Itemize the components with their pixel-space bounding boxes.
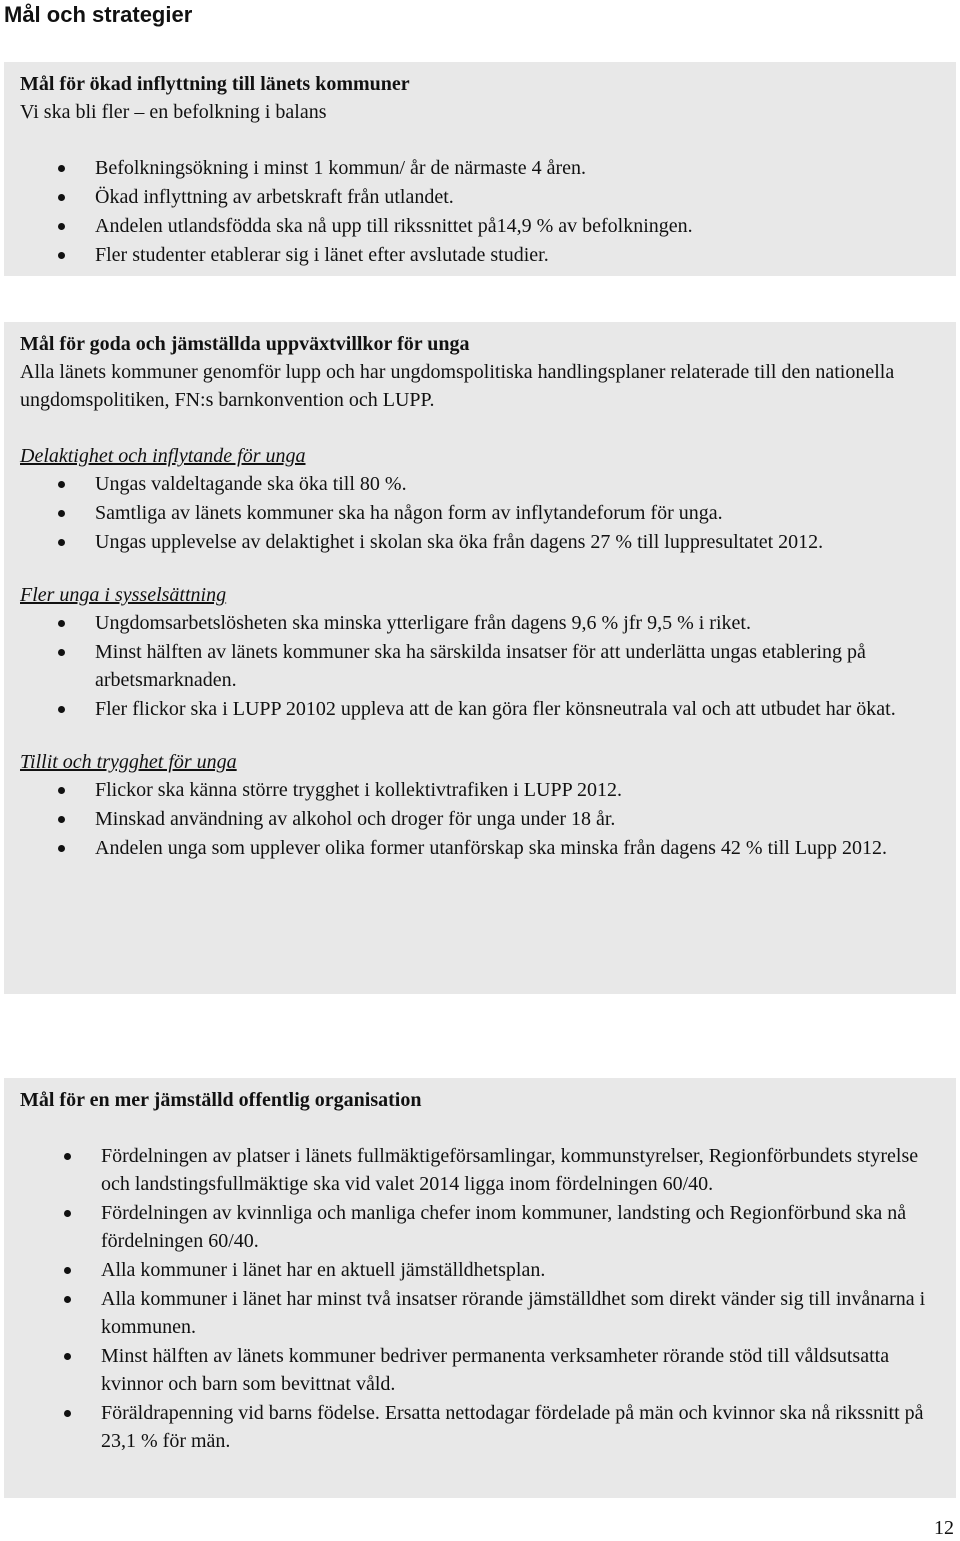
list-item [20,776,956,804]
list-item-text: Befolkningsökning i minst 1 kommun/ år de närmaste 4 åren. [95,157,587,179]
list-item [20,1399,956,1455]
list-item [20,695,956,723]
bullet-icon [58,539,65,546]
list-item [20,609,956,637]
bullet-icon [58,649,65,656]
list-item-text: Föräldrapenning vid barns födelse. Ersatta nettodagar fördelade på män och kvinnor ska nå rikssnitt på 23,1 % för män. [101,1402,924,1452]
group-title: Delaktighet och inflytande för unga [20,445,306,467]
list-item-text: Fler studenter etablerar sig i länet efter avslutade studier. [95,244,549,266]
bullet-icon [58,194,65,201]
list-item [20,470,956,498]
list-item [20,528,956,556]
list-item-text: Minskad användning av alkohol och droger för unga under 18 år. [95,808,616,830]
bullet-icon [64,1267,71,1274]
list-item [20,183,956,211]
section-intro: Alla länets kommuner genomför lupp och har ungdomspolitiska handlingsplaner relaterade till den nationella ungdomspolitiken, FN:s barnkonvention och LUPP. [20,361,895,411]
list-item-text: Ökad inflyttning av arbetskraft från utlandet. [95,186,454,208]
bullet-icon [58,845,65,852]
bullet-icon [58,481,65,488]
bullet-icon [58,165,65,172]
list-item-text: Fler flickor ska i LUPP 20102 uppleva att de kan göra fler könsneutrala val och att utbudet har ökat. [95,698,896,720]
bullet-list [20,609,956,723]
list-item-text: Alla kommuner i länet har en aktuell jämställdhetsplan. [101,1259,546,1281]
list-item-text: Fördelningen av kvinnliga och manliga chefer inom kommuner, landsting och Regionförbund ska nå fördelningen 60/40. [101,1202,907,1252]
bullet-icon [64,1296,71,1303]
section-subtitle: Vi ska bli fler – en befolkning i balans [20,101,327,123]
list-item [20,1142,956,1198]
bullet-list [20,470,956,556]
page-number: 12 [934,1517,954,1539]
list-item [20,834,956,862]
list-item [20,1199,956,1255]
goal-box-inflyttning [4,62,956,276]
group-title: Tillit och trygghet för unga [20,751,237,773]
list-item [20,1256,956,1284]
list-item [20,212,956,240]
goal-box-jamstalld-organisation [4,1078,956,1498]
bullet-icon [64,1210,71,1217]
list-item-text: Minst hälften av länets kommuner bedriver permanenta verksamheter rörande stöd till våldsutsatta kvinnor och barn som bevittnat våld. [101,1345,890,1395]
list-item-text: Flickor ska känna större trygghet i kollektivtrafiken i LUPP 2012. [95,779,622,801]
list-item [20,241,956,269]
bullet-icon [64,1353,71,1360]
list-item [20,499,956,527]
list-item-text: Andelen unga som upplever olika former utanförskap ska minska från dagens 42 % till Lupp 2012. [95,837,888,859]
list-item-text: Fördelningen av platser i länets fullmäktigeförsamlingar, kommunstyrelser, Regionförbundets styrelse och landstingsfullmäktige ska vid valet 2014 ligga inom fördelningen 60/40. [101,1145,919,1195]
list-item-text: Samtliga av länets kommuner ska ha någon form av inflytandeforum för unga. [95,502,723,524]
section-heading: Mål för goda och jämställda uppväxtvillkor för unga [20,333,470,355]
list-item [20,1285,956,1341]
bullet-icon [58,252,65,259]
bullet-icon [58,816,65,823]
list-item-text: Ungas upplevelse av delaktighet i skolan ska öka från dagens 27 % till luppresultatet 2012. [95,531,824,553]
list-item-text: Andelen utlandsfödda ska nå upp till rikssnittet på14,9 % av befolkningen. [95,215,693,237]
bullet-icon [58,510,65,517]
group-title: Fler unga i sysselsättning [20,584,227,606]
list-item [20,1342,956,1398]
list-item-text: Ungas valdeltagande ska öka till 80 %. [95,473,407,495]
list-item-text: Alla kommuner i länet har minst två insatser rörande jämställdhet som direkt vänder sig till invånarna i kommunen. [101,1288,926,1338]
list-item [20,805,956,833]
list-item [20,154,956,182]
page-title: Mål och strategier [4,2,193,27]
bullet-icon [58,787,65,794]
bullet-icon [58,223,65,230]
bullet-list [20,154,956,269]
goal-box-uppvaxtvillkor [4,322,956,994]
section-heading: Mål för ökad inflyttning till länets kommuner [20,73,410,95]
list-item [20,638,956,694]
bullet-icon [64,1153,71,1160]
bullet-icon [58,620,65,627]
bullet-icon [64,1410,71,1417]
bullet-list [20,776,956,862]
section-heading: Mål för en mer jämställd offentlig organisation [20,1089,422,1111]
list-item-text: Ungdomsarbetslösheten ska minska ytterligare från dagens 9,6 % jfr 9,5 % i riket. [95,612,751,634]
bullet-icon [58,706,65,713]
bullet-list [20,1142,956,1455]
list-item-text: Minst hälften av länets kommuner ska ha särskilda insatser för att underlätta ungas etablering på arbetsmarknaden. [95,641,866,691]
